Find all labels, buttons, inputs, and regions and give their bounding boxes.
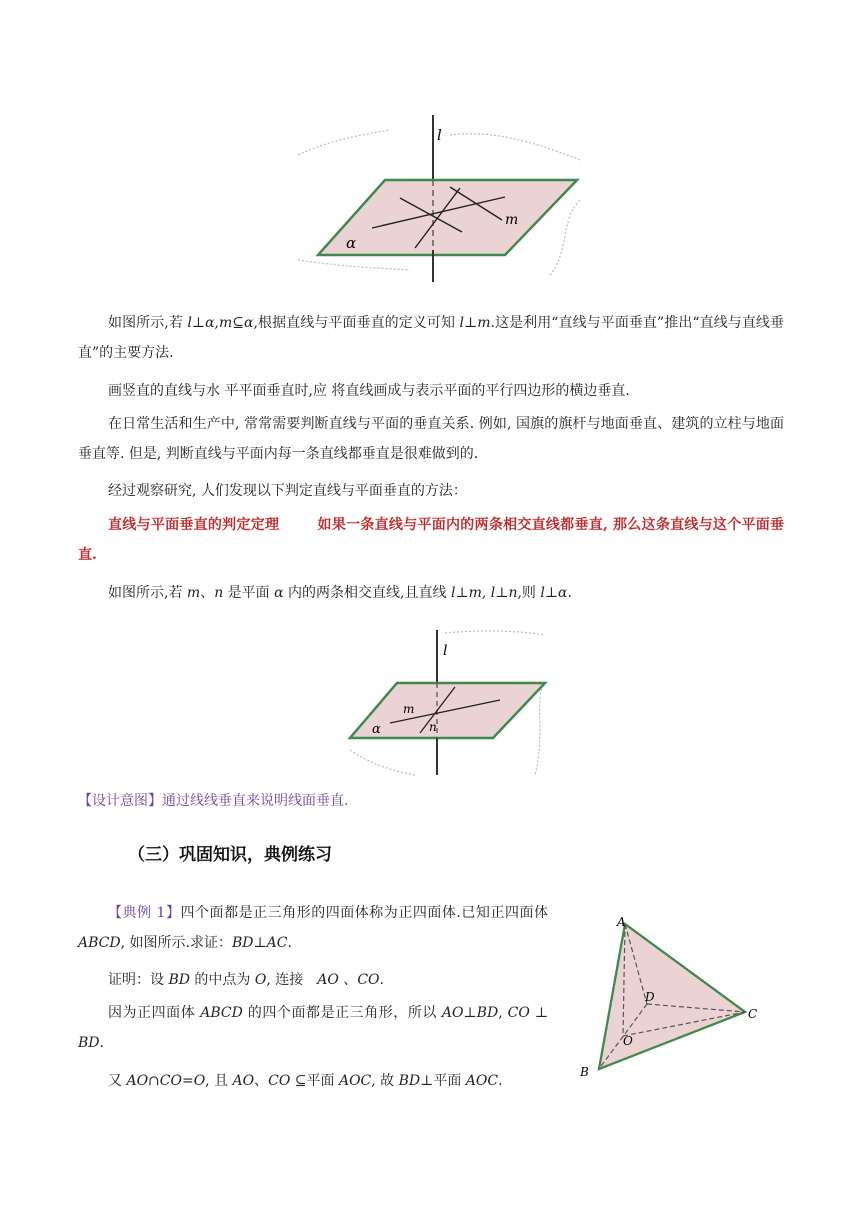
theorem	[78, 510, 784, 570]
paragraph-theorem-illustration: 如图所示,若 m、n 是平面 α 内的两条相交直线,且直线 l⊥m, l⊥n,则 l⊥α.	[108, 585, 572, 601]
section-heading: （三）巩固知识，典例练习	[128, 845, 332, 865]
label-alpha: α	[346, 234, 357, 252]
label-n-2: n	[429, 720, 437, 734]
paragraph-observation: 经过观察研究, 人们发现以下判定直线与平面垂直的方法：	[108, 483, 467, 499]
design-intent-text: 通过线线垂直来说明线面垂直.	[162, 793, 349, 809]
point-o: O	[623, 1034, 633, 1048]
vertex-a: A	[617, 915, 626, 929]
example-1-proof: 证明：设 BD 的中点为 O, 连接 AO 、CO.	[108, 972, 384, 988]
paragraph-daily-life: 在日常生活和生产中, 常常需要判断直线与平面的垂直关系. 例如, 国旗的旗杆与地面垂直、建筑的立柱与地面垂直等. 但是, 判断直线与平面内每一条直线都垂直是很难做到的.	[78, 416, 784, 462]
design-intent	[78, 786, 784, 816]
figure-theorem	[345, 625, 550, 780]
figure-line-perpendicular-plane	[290, 110, 590, 285]
paragraph-drawing: 画竖直的直线与水 平平面垂直时,应 将直线画成与表示平面的平行四边形的横边垂直.	[108, 383, 630, 399]
label-l: l	[437, 126, 442, 144]
label-l-2: l	[443, 643, 448, 659]
figure-tetrahedron	[575, 912, 765, 1082]
label-alpha-2: α	[372, 722, 381, 737]
design-intent-tag: 【设计意图】	[78, 793, 162, 809]
example-1-statement: 【典例 1】四个面都是正三角形的四面体称为正四面体.已知正四面体 ABCD, 如图所示.求证：BD⊥AC.	[78, 905, 549, 951]
theorem-title: 直线与平面垂直的判定定理	[108, 517, 280, 533]
example-1-conclusion: 又 AO∩CO=O, 且 AO、CO ⊆平面 AOC, 故 BD⊥平面 AOC.	[108, 1073, 503, 1089]
example-1-because: 因为正四面体 ABCD 的四个面都是正三角形，所以 AO⊥BD, CO ⊥ BD.	[78, 1005, 549, 1051]
label-m: m	[505, 212, 519, 228]
vertex-b: B	[580, 1065, 589, 1079]
paragraph-definition: 如图所示,若 l⊥α,m⊆α,根据直线与平面垂直的定义可知 l⊥m.这是利用“直线与平面垂直”推出“直线与直线垂直”的主要方法.	[78, 315, 785, 361]
vertex-c: C	[748, 1007, 758, 1021]
label-m-2: m	[403, 702, 415, 716]
plane-alpha	[318, 180, 577, 255]
example-tag: 【典例 1】	[108, 905, 181, 921]
theorem-body: 如果一条直线与平面内的两条相交直线都垂直, 那么这条直线与这个平面垂直.	[78, 517, 785, 563]
vertex-d: D	[645, 990, 655, 1004]
